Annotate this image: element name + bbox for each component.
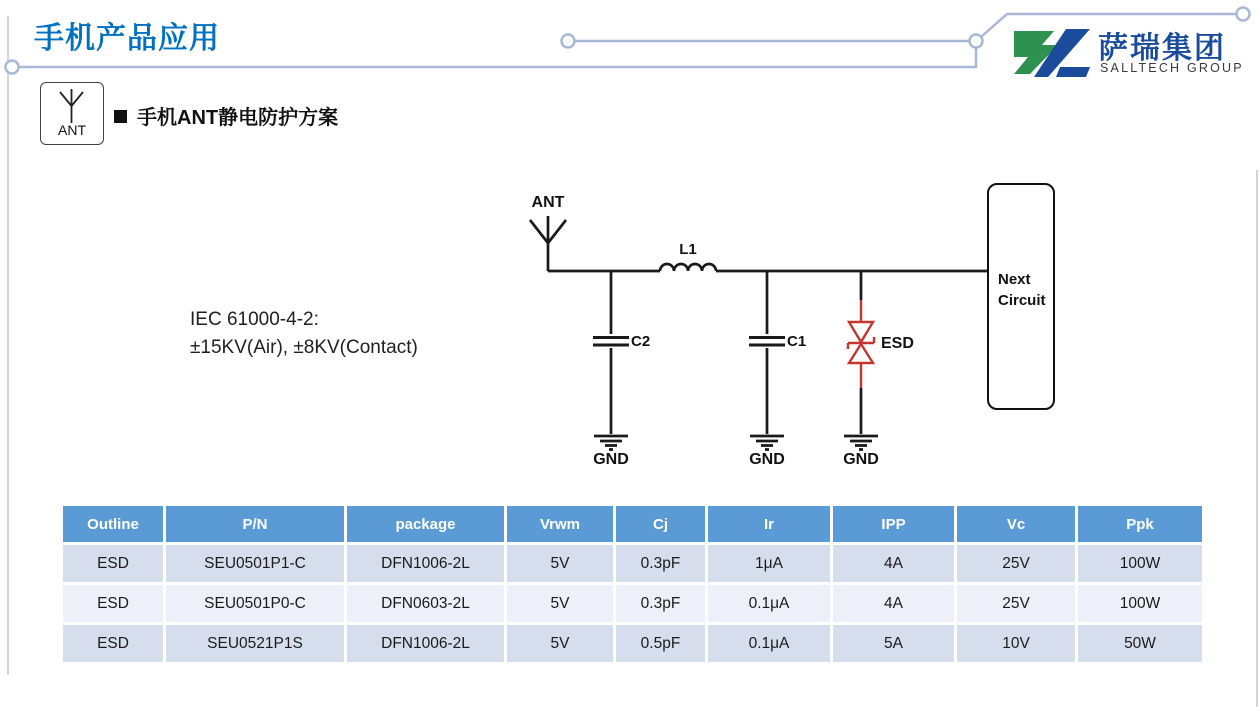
gnd-label-3: GND — [843, 451, 879, 468]
capacitor-C1 — [749, 271, 785, 434]
trace-node-top-right — [1237, 8, 1250, 21]
cell-cj: 0.3pF — [616, 545, 705, 582]
cell-vc: 25V — [957, 545, 1075, 582]
gnd-label-1: GND — [593, 451, 629, 468]
cell-vrwm: 5V — [507, 625, 613, 662]
trace-node-mid-right — [970, 35, 983, 48]
next-circuit-line-1: Next — [998, 271, 1031, 288]
ground-symbol-1 — [594, 436, 628, 450]
trace-node-left — [6, 61, 19, 74]
cell-ipp: 4A — [833, 585, 954, 622]
circuit-diagram — [530, 216, 987, 450]
cell-ir: 0.1μA — [708, 625, 830, 662]
cell-vc: 10V — [957, 625, 1075, 662]
cell-ir: 0.1μA — [708, 585, 830, 622]
table-row — [63, 545, 1202, 582]
logo-text-en: SALLTECH GROUP — [1100, 61, 1244, 75]
inductor-label: L1 — [679, 241, 697, 258]
column-header-pn: P/N — [166, 506, 344, 542]
cell-package: DFN0603-2L — [347, 585, 504, 622]
cell-pn: SEU0521P1S — [166, 625, 344, 662]
cell-package: DFN1006-2L — [347, 545, 504, 582]
esd-tvs-diode — [848, 271, 874, 434]
cell-ppk: 50W — [1078, 625, 1202, 662]
iec-line-2: ±15KV(Air), ±8KV(Contact) — [190, 337, 418, 358]
cell-ipp: 5A — [833, 625, 954, 662]
antenna-small-icon — [41, 83, 102, 125]
cell-cj: 0.3pF — [616, 585, 705, 622]
bullet-square-icon — [114, 110, 127, 123]
cell-ppk: 100W — [1078, 545, 1202, 582]
cell-pn: SEU0501P0-C — [166, 585, 344, 622]
esd-label: ESD — [881, 335, 914, 352]
esd-spec-table — [60, 503, 1205, 665]
next-circuit-line-2: Circuit — [998, 292, 1046, 309]
gnd-label-2: GND — [749, 451, 785, 468]
column-header-outline: Outline — [63, 506, 163, 542]
cell-ppk: 100W — [1078, 585, 1202, 622]
cell-pn: SEU0501P1-C — [166, 545, 344, 582]
column-header-cj: Cj — [616, 506, 705, 542]
column-header-ppk: Ppk — [1078, 506, 1202, 542]
page-title: 手机产品应用 — [34, 22, 220, 55]
capacitor-c1-label: C1 — [787, 333, 807, 350]
capacitor-C2 — [593, 271, 629, 434]
cell-cj: 0.5pF — [616, 625, 705, 662]
table-row — [63, 585, 1202, 622]
logo-text-zh: 萨瑞集团 — [1098, 32, 1226, 65]
trace-node-mid-left — [562, 35, 575, 48]
cell-vc: 25V — [957, 585, 1075, 622]
column-header-ipp: IPP — [833, 506, 954, 542]
cell-outline: ESD — [63, 585, 163, 622]
logo-blue-bar — [1056, 67, 1090, 77]
cell-vrwm: 5V — [507, 545, 613, 582]
iec-line-1: IEC 61000-4-2: — [190, 309, 319, 330]
ant-icon-label: ANT — [58, 122, 86, 138]
next-circuit-box — [987, 183, 1055, 410]
iec-standard-note — [190, 306, 418, 362]
column-header-ir: Ir — [708, 506, 830, 542]
cell-package: DFN1006-2L — [347, 625, 504, 662]
table-row — [63, 625, 1202, 662]
ant-net-label: ANT — [531, 194, 565, 211]
ground-symbol-2 — [750, 436, 784, 450]
inductor-L1 — [660, 264, 716, 271]
column-header-vrwm: Vrwm — [507, 506, 613, 542]
cell-ir: 1μA — [708, 545, 830, 582]
cell-vrwm: 5V — [507, 585, 613, 622]
antenna-icon — [530, 216, 566, 271]
column-header-vc: Vc — [957, 506, 1075, 542]
section-heading: 手机ANT静电防护方案 — [137, 107, 339, 129]
capacitor-c2-label: C2 — [631, 333, 651, 350]
salltech-logo-icon — [1010, 27, 1092, 77]
column-header-package: package — [347, 506, 504, 542]
cell-ipp: 4A — [833, 545, 954, 582]
ground-symbol-3 — [844, 436, 878, 450]
cell-outline: ESD — [63, 625, 163, 662]
table-header-row — [63, 506, 1202, 542]
cell-outline: ESD — [63, 545, 163, 582]
